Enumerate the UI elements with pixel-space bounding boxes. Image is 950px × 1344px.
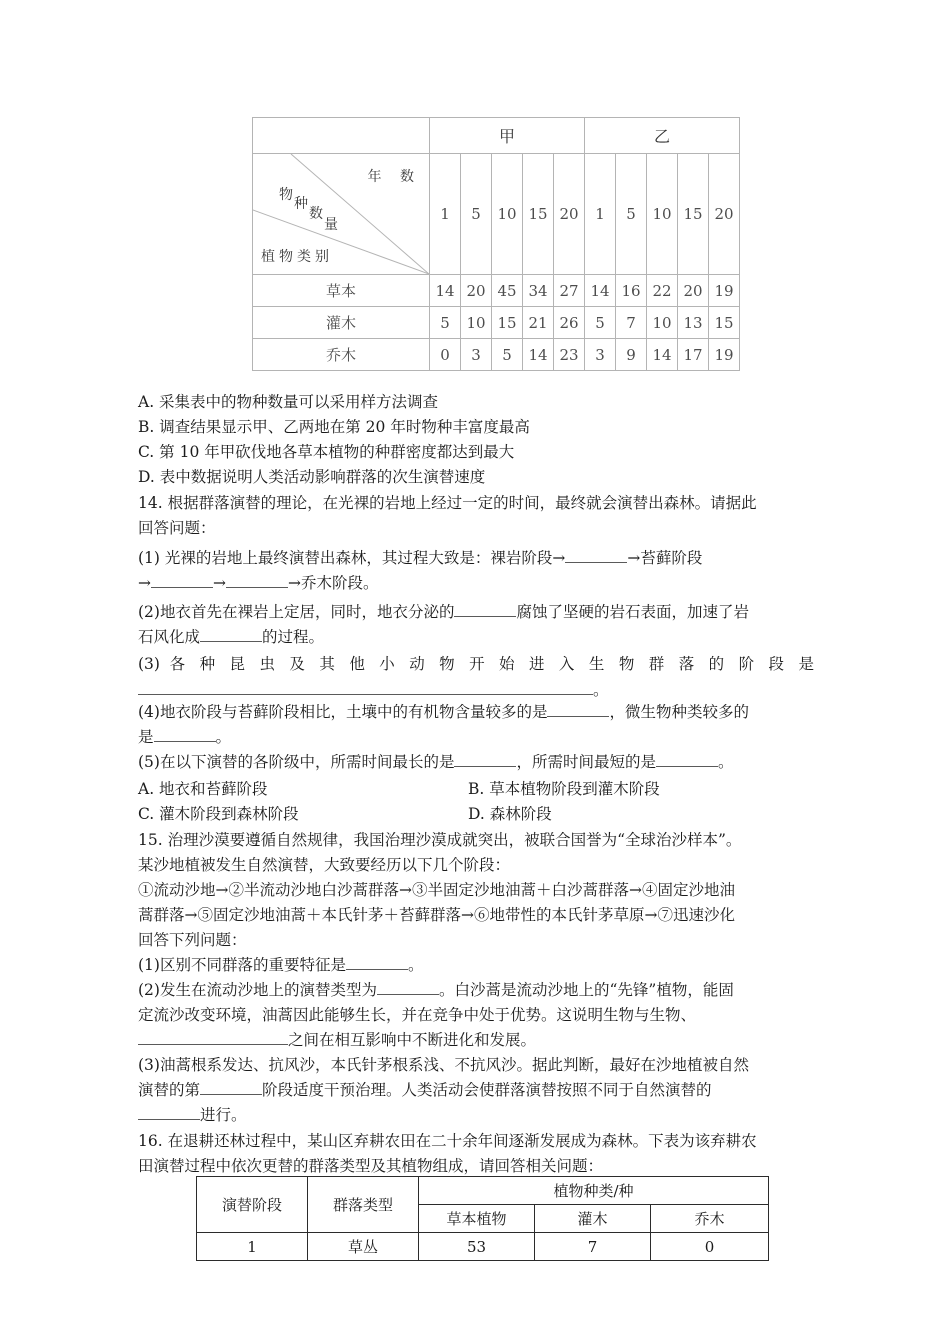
data-cell: 34 — [523, 275, 554, 307]
q15-p2-text-a: (2)发生在流动沙地上的演替类型为 — [138, 981, 377, 999]
answer-blank[interactable] — [454, 616, 516, 617]
cell-stage: 1 — [197, 1233, 308, 1261]
answer-blank[interactable] — [200, 1094, 262, 1095]
data-cell: 3 — [585, 339, 616, 371]
q15-stages-line1: ①流动沙地→②半流动沙地白沙蒿群落→③半固定沙地油蒿＋白沙蒿群落→④固定沙地油 — [138, 881, 735, 899]
data-cell: 5 — [492, 339, 523, 371]
table-row — [197, 1233, 769, 1261]
q14-option-a: A. 地衣和苔藓阶段 — [138, 780, 268, 798]
year-cell: 15 — [678, 154, 709, 275]
q16-stem-line1: 16. 在退耕还林过程中，某山区弃耕农田在二十余年间逐渐发展成为森林。下表为该弃耕农 — [138, 1132, 757, 1150]
q14-p1-text-a: (1) 光裸的岩地上最终演替出森林，其过程大致是：裸岩阶段→ — [138, 549, 566, 567]
data-cell: 10 — [461, 307, 492, 339]
year-cell: 1 — [430, 154, 461, 275]
table-row-years — [253, 154, 740, 275]
answer-blank[interactable] — [656, 766, 718, 767]
corner-blank-cell — [253, 118, 430, 154]
species-count-table-wrapper — [252, 117, 740, 371]
q14-p2-text-d: 的过程。 — [262, 628, 325, 646]
group-header-jia: 甲 — [430, 118, 585, 154]
data-cell: 19 — [709, 275, 740, 307]
q15-part1 — [138, 953, 814, 979]
answer-blank[interactable] — [565, 562, 627, 563]
q14-part4-line1 — [138, 700, 814, 726]
answer-blank[interactable] — [547, 716, 609, 717]
q15-part3-line3 — [138, 1103, 814, 1129]
data-cell: 9 — [616, 339, 647, 371]
cell-tree: 0 — [651, 1233, 769, 1261]
corner-count-char-2: 数 — [309, 206, 324, 222]
q14-p4-text-a: (4)地衣阶段与苔藓阶段相比，土壤中的有机物含量较多的是 — [138, 703, 548, 721]
succession-stage-table — [196, 1176, 769, 1261]
q14-p4-text-b: ，微生物种类较多的 — [609, 703, 749, 721]
header-plant-species: 植物种类/种 — [419, 1177, 769, 1205]
data-cell: 10 — [647, 307, 678, 339]
cell-type: 草丛 — [308, 1233, 419, 1261]
table-row — [253, 307, 740, 339]
data-cell: 15 — [709, 307, 740, 339]
q13-option-a: A. 采集表中的物种数量可以采用样方法调查 — [138, 393, 439, 411]
corner-count-char-1: 种 — [294, 196, 309, 212]
header-shrub: 灌木 — [535, 1205, 651, 1233]
year-cell: 5 — [616, 154, 647, 275]
data-cell: 16 — [616, 275, 647, 307]
data-cell: 19 — [709, 339, 740, 371]
q13-option-c: C. 第 10 年甲砍伐地各草本植物的种群密度都达到最大 — [138, 443, 515, 461]
q14-p1-arrow-a: → — [138, 574, 151, 592]
group-header-yi: 乙 — [585, 118, 740, 154]
answer-blank[interactable] — [151, 587, 213, 588]
corner-label-year: 年 数 — [367, 169, 421, 185]
answer-blank-medium[interactable] — [138, 1044, 288, 1045]
q14-part3-line1: (3) 各 种 昆 虫 及 其 他 小 动 物 开 始 进 入 生 物 群 落 的 阶 段 是 — [138, 655, 814, 673]
q14-part2-line2 — [138, 625, 814, 651]
data-cell: 45 — [492, 275, 523, 307]
header-tree: 乔木 — [651, 1205, 769, 1233]
q14-part5 — [138, 750, 814, 776]
corner-label-count — [279, 184, 339, 233]
q14-stem-line2: 回答问题： — [138, 519, 216, 537]
data-cell: 14 — [647, 339, 678, 371]
table-row — [253, 275, 740, 307]
q15-p1-text-a: (1)区别不同群落的重要特征是 — [138, 956, 346, 974]
q14-p4-text-d: 。 — [215, 728, 232, 746]
cell-shrub: 7 — [535, 1233, 651, 1261]
q15-stages-line2: 蒿群落→⑤固定沙地油蒿＋本氏针茅＋苔藓群落→⑥地带性的本氏针茅草原→⑦迅速沙化 — [138, 906, 735, 924]
header-stage: 演替阶段 — [197, 1177, 308, 1233]
answer-blank[interactable] — [200, 641, 262, 642]
cell-herb: 53 — [419, 1233, 535, 1261]
data-cell: 26 — [554, 307, 585, 339]
year-cell: 10 — [492, 154, 523, 275]
year-cell: 20 — [709, 154, 740, 275]
answer-blank[interactable] — [454, 766, 516, 767]
data-cell: 5 — [430, 307, 461, 339]
answer-blank-long[interactable] — [138, 694, 593, 695]
row-label-shrub: 灌木 — [253, 307, 430, 339]
q15-p3-text-c: 进行。 — [200, 1106, 247, 1124]
q15-stem-line1: 15. 治理沙漠要遵循自然规律，我国治理沙漠成就突出，被联合国誉为“全球治沙样本”。 — [138, 831, 742, 849]
data-cell: 5 — [585, 307, 616, 339]
succession-stage-table-wrapper — [196, 1176, 769, 1261]
year-cell: 5 — [461, 154, 492, 275]
q14-p5-text-a: (5)在以下演替的各阶级中，所需时间最长的是 — [138, 753, 455, 771]
q14-part2-line1 — [138, 600, 814, 626]
year-cell: 1 — [585, 154, 616, 275]
data-cell: 20 — [678, 275, 709, 307]
q14-p2-text-a: (2)地衣首先在裸岩上定居，同时，地衣分泌的 — [138, 603, 455, 621]
q14-p4-text-c: 是 — [138, 728, 154, 746]
corner-label-kind: 植物类别 — [261, 249, 333, 265]
answer-blank[interactable] — [346, 969, 408, 970]
q15-p3-text-a: 演替的第 — [138, 1081, 201, 1099]
data-cell: 3 — [461, 339, 492, 371]
q15-part3-line2 — [138, 1078, 814, 1104]
q15-part2-line3 — [138, 1028, 814, 1054]
table-row — [253, 339, 740, 371]
q14-stem-line1: 14. 根据群落演替的理论，在光裸的岩地上经过一定的时间，最终就会演替出森林。请据此 — [138, 494, 757, 512]
year-cell: 10 — [647, 154, 678, 275]
q14-p5-text-c: 。 — [717, 753, 734, 771]
q14-p1-text-c: →乔木阶段。 — [288, 574, 379, 592]
q13-option-d: D. 表中数据说明人类活动影响群落的次生演替速度 — [138, 468, 486, 486]
answer-blank[interactable] — [226, 587, 288, 588]
q14-p1-text-b: →苔藓阶段 — [627, 549, 703, 567]
year-cell: 20 — [554, 154, 585, 275]
q14-p5-text-b: ，所需时间最短的是 — [516, 753, 656, 771]
q14-p1-arrow-b: → — [213, 574, 226, 592]
row-label-herb: 草本 — [253, 275, 430, 307]
corner-count-char-0: 物 — [279, 187, 294, 203]
q15-p1-text-b: 。 — [407, 956, 424, 974]
corner-count-char-3: 量 — [324, 217, 339, 233]
q13-option-b: B. 调查结果显示甲、乙两地在第 20 年时物种丰富度最高 — [138, 418, 530, 436]
answer-blank[interactable] — [138, 1119, 200, 1120]
species-count-table — [252, 117, 740, 371]
data-cell: 13 — [678, 307, 709, 339]
q14-option-c: C. 灌木阶段到森林阶段 — [138, 805, 299, 823]
q14-option-d: D. 森林阶段 — [468, 805, 552, 823]
table-row-header-1 — [197, 1177, 769, 1205]
data-cell: 14 — [430, 275, 461, 307]
q15-stem-line2: 某沙地植被发生自然演替，大致要经历以下几个阶段： — [138, 856, 511, 874]
q14-p3-tail: 。 — [593, 681, 609, 699]
q14-options-row2 — [138, 802, 814, 828]
data-cell: 20 — [461, 275, 492, 307]
q14-p2-text-c: 石风化成 — [138, 628, 201, 646]
data-cell: 27 — [554, 275, 585, 307]
year-cell: 15 — [523, 154, 554, 275]
q14-options-row1 — [138, 777, 814, 803]
data-cell: 7 — [616, 307, 647, 339]
data-cell: 14 — [523, 339, 554, 371]
q15-part2-line2: 定流沙改变环境，油蒿因此能够生长，并在竞争中处于优势。这说明生物与生物、 — [138, 1006, 697, 1024]
row-label-tree: 乔木 — [253, 339, 430, 371]
q14-part1-line2 — [138, 571, 814, 597]
header-herb: 草本植物 — [419, 1205, 535, 1233]
q14-part1-line1 — [138, 546, 814, 572]
diagonal-header-cell — [253, 154, 430, 275]
q15-part3-line1: (3)油蒿根系发达、抗风沙，本氏针茅根系浅、不抗风沙。据此判断，最好在沙地植被自然 — [138, 1056, 749, 1074]
table-row-group-header — [253, 118, 740, 154]
data-cell: 21 — [523, 307, 554, 339]
q14-part4-line2 — [138, 725, 814, 751]
data-cell: 15 — [492, 307, 523, 339]
data-cell: 14 — [585, 275, 616, 307]
q16-stem-line2: 田演替过程中依次更替的群落类型及其植物组成，请回答相关问题： — [138, 1157, 604, 1175]
q15-part2-line1 — [138, 978, 814, 1004]
q15-p2-text-c: 之间在相互影响中不断进化和发展。 — [288, 1031, 537, 1049]
data-cell: 23 — [554, 339, 585, 371]
q15-stem-line3: 回答下列问题： — [138, 931, 247, 949]
data-cell: 0 — [430, 339, 461, 371]
q15-p2-text-b: 。白沙蒿是流动沙地上的“先锋”植物，能固 — [438, 981, 734, 999]
answer-blank[interactable] — [377, 994, 439, 995]
q14-p2-text-b: 腐蚀了坚硬的岩石表面，加速了岩 — [516, 603, 749, 621]
data-cell: 17 — [678, 339, 709, 371]
answer-blank[interactable] — [154, 741, 216, 742]
data-cell: 22 — [647, 275, 678, 307]
q15-p3-text-b: 阶段适度干预治理。人类活动会使群落演替按照不同于自然演替的 — [262, 1081, 712, 1099]
q14-option-b: B. 草本植物阶段到灌木阶段 — [468, 780, 660, 798]
header-community-type: 群落类型 — [308, 1177, 419, 1233]
